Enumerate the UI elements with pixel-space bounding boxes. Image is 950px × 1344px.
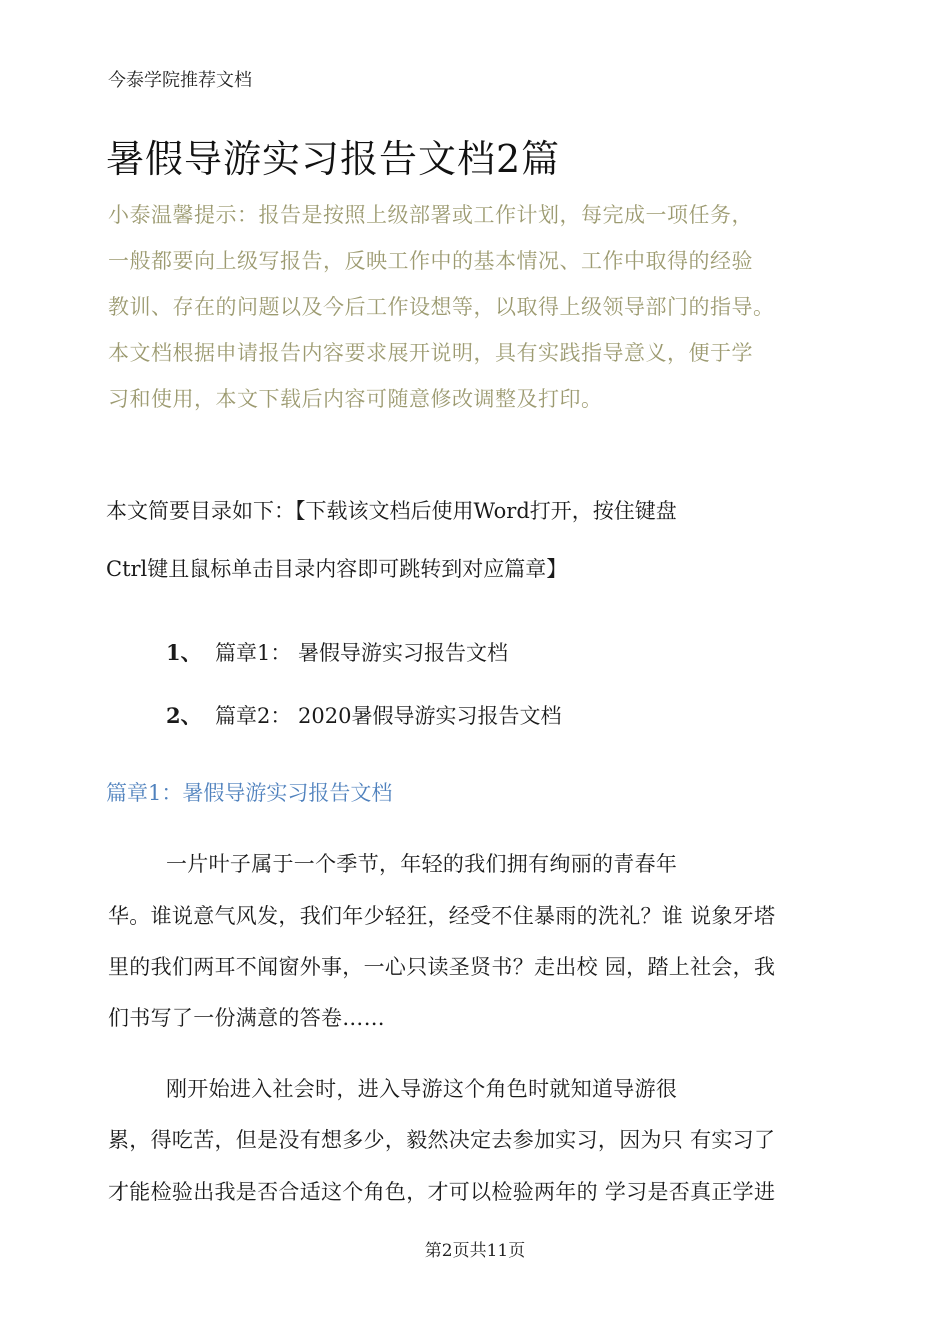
paragraph-line: 们书写了一份满意的答卷…… — [108, 1006, 385, 1030]
toc-item-number: 2、 — [166, 703, 202, 728]
toc-item-number: 1、 — [166, 640, 202, 665]
page-header: 今泰学院推荐文档 — [108, 70, 252, 91]
toc-item-prefix: 篇章2： — [214, 704, 292, 728]
chapter-heading: 篇章1：暑假导游实习报告文档 — [106, 781, 393, 805]
paragraph-line: 华。谁说意气风发，我们年少轻狂，经受不住暴雨的洗礼？谁 说象牙塔 — [108, 904, 776, 928]
tip-line: 本文档根据申请报告内容要求展开说明，具有实践指导意义，便于学 — [108, 341, 753, 365]
toc-intro: 本文简要目录如下：【下载该文档后使用Word打开，按住键盘 — [106, 499, 677, 523]
document-title: 暑假导游实习报告文档2篇 — [106, 137, 561, 181]
toc-intro: Ctrl键且鼠标单击目录内容即可跳转到对应篇章】 — [106, 557, 568, 581]
tip-line: 一般都要向上级写报告，反映工作中的基本情况、工作中取得的经验 — [108, 249, 753, 273]
toc-item-1[interactable] — [166, 637, 508, 667]
tip-line: 教训、存在的问题以及今后工作设想等，以取得上级领导部门的指导。 — [108, 295, 775, 319]
tip-line: 小泰温馨提示：报告是按照上级部署或工作计划，每完成一项任务， — [108, 203, 753, 227]
tip-line: 习和使用，本文下载后内容可随意修改调整及打印。 — [108, 387, 603, 411]
paragraph-line: 才能检验出我是否合适这个角色，才可以检验两年的 学习是否真正学进 — [108, 1180, 776, 1204]
paragraph-line: 刚开始进入社会时，进入导游这个角色时就知道导游很 — [166, 1077, 678, 1101]
paragraph-line: 一片叶子属于一个季节，年轻的我们拥有绚丽的青春年 — [166, 852, 678, 876]
page-footer: 第2页共11页 — [424, 1241, 526, 1261]
toc-item-label: 2020暑假导游实习报告文档 — [298, 704, 562, 728]
paragraph-line: 累，得吃苦，但是没有想多少，毅然决定去参加实习，因为只 有实习了 — [108, 1128, 776, 1152]
toc-item-2[interactable] — [166, 700, 562, 730]
toc-item-prefix: 篇章1： — [214, 641, 292, 665]
toc-item-label: 暑假导游实习报告文档 — [298, 641, 509, 665]
paragraph-line: 里的我们两耳不闻窗外事，一心只读圣贤书？走出校 园，踏上社会，我 — [108, 955, 776, 979]
